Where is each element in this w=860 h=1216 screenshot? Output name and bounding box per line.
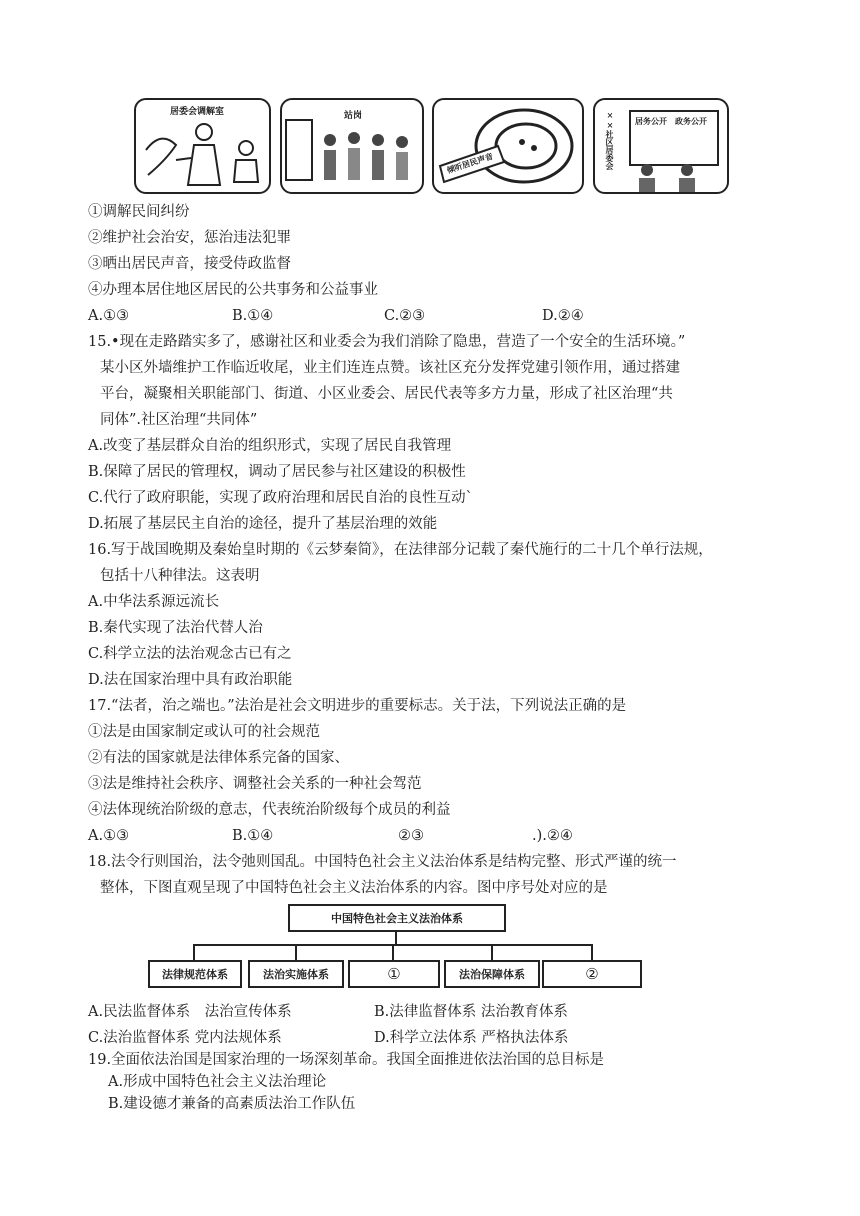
option-a[interactable]: A.①③ <box>88 308 130 324</box>
mediation-illustration <box>136 100 269 192</box>
q15-stem: 平台，凝聚相关职能部门、街道、小区业委会、居民代表等多方力量，形成了社区治理“共 <box>100 386 673 402</box>
q14-item: ③晒出居民声音，接受侍政监督 <box>88 256 291 272</box>
q18-stem: 18.法令行则国治，法令弛则国乱。中国特色社会主义法治体系是结构完整、形式严谨的统一 <box>88 854 677 870</box>
q17-item: ③法是维持社会秩序、调整社会关系的一种社会驾范 <box>88 776 422 792</box>
q14-item: ②维护社会治安，惩治违法犯罪 <box>88 230 291 246</box>
diagram-child-blank: ② <box>542 960 642 988</box>
q15-stem: 某小区外墙维护工作临近收尾，业主们连连点赞。该社区充分发挥党建引领作用，通过搭建 <box>100 360 680 376</box>
option-c[interactable]: ②③ <box>398 828 424 844</box>
q18-stem: 整体，下图直观呈现了中国特色社会主义法治体系的内容。图中序号处对应的是 <box>100 880 608 896</box>
q16-stem: 16.写于战国晚期及秦始皇时期的《云梦秦简》，在法律部分记载了秦代施行的二十几个单行法规， <box>88 542 713 558</box>
option-c[interactable]: C.法治监督体系 党内法规体系 <box>88 1030 282 1046</box>
diagram-child: 法治实施体系 <box>248 960 344 988</box>
panel-caption: 居委会调解室 <box>170 107 225 117</box>
connector <box>295 944 297 960</box>
q16-stem: 包括十八种律法。这表明 <box>100 568 260 584</box>
diagram-root: 中国特色社会主义法治体系 <box>288 904 506 932</box>
q15-option-b[interactable]: B.保障了居民的管理权，调动了居民参与社区建设的积极性 <box>88 464 466 480</box>
panel-caption: ××社区居委会 <box>605 110 615 170</box>
option-d[interactable]: .).②④ <box>532 828 573 844</box>
option-d[interactable]: D.②④ <box>542 308 584 324</box>
q17-item: ①法是由国家制定或认可的社会规范 <box>88 724 320 740</box>
legal-system-diagram <box>140 900 640 996</box>
q17-item: ②有法的国家就是法律体系完备的国家、 <box>88 750 349 766</box>
q17-stem: 17.“法者，治之端也。”法治是社会文明进步的重要标志。关于法，下列说法正确的是 <box>88 698 627 714</box>
q15-option-c[interactable]: C.代行了政府职能，实现了政府治理和居民自治的良性互动` <box>88 490 473 506</box>
diagram-child: 法治保障体系 <box>444 960 540 988</box>
q16-option-b[interactable]: B.秦代实现了法治代替人治 <box>88 620 263 636</box>
option-b[interactable]: B.①④ <box>232 828 274 844</box>
cartoon-panel-patrol <box>280 98 424 194</box>
q15-stem: 同体”.社区治理“共同体” <box>100 412 258 428</box>
option-b[interactable]: B.法律监督体系 法治教育体系 <box>374 1004 568 1020</box>
option-c[interactable]: C.②③ <box>384 308 426 324</box>
q19-option-a[interactable]: A.形成中国特色社会主义法治理论 <box>108 1074 327 1090</box>
panel-caption: 倾听居民声音 <box>445 150 495 176</box>
board-label: 政务公开 <box>675 116 707 126</box>
connector <box>395 930 397 944</box>
option-b[interactable]: B.①④ <box>232 308 274 324</box>
connector <box>591 944 593 960</box>
q14-item: ④办理本居住地区居民的公共事务和公益事业 <box>88 282 378 298</box>
option-d[interactable]: D.科学立法体系 严格执法体系 <box>374 1030 569 1046</box>
q19-stem: 19.全面依法治国是国家治理的一场深刻革命。我国全面推进依法治国的总目标是 <box>88 1052 605 1068</box>
connector <box>193 944 195 960</box>
cartoon-panel-notice-board <box>593 98 729 194</box>
connector <box>392 944 394 960</box>
q16-option-a[interactable]: A.中华法系源远流长 <box>88 594 220 610</box>
q14-item: ①调解民间纠纷 <box>88 204 190 220</box>
q15-option-a[interactable]: A.改变了基层群众自治的组织形式，实现了居民自我管理 <box>88 438 452 454</box>
option-a[interactable]: A.①③ <box>88 828 130 844</box>
cartoon-panel-mediation <box>134 98 271 194</box>
listen-illustration <box>434 100 582 192</box>
q17-item: ④法体现统治阶级的意志，代表统治阶级每个成员的利益 <box>88 802 451 818</box>
q15-option-d[interactable]: D.拓展了基层民主自治的途径，提升了基层治理的效能 <box>88 516 438 532</box>
diagram-child-blank: ① <box>348 960 440 988</box>
connector <box>491 944 493 960</box>
board-label: 居务公开 <box>635 116 667 126</box>
residents-illustration <box>595 100 727 192</box>
patrol-illustration <box>282 100 422 192</box>
q16-option-c[interactable]: C.科学立法的法治观念古已有之 <box>88 646 292 662</box>
q15-stem: 15.•现在走路踏实多了，感谢社区和业委会为我们消除了隐患，营造了一个安全的生活环境。” <box>88 334 686 350</box>
panel-caption: 站岗 <box>344 111 363 121</box>
q19-option-b[interactable]: B.建设德才兼备的高素质法治工作队伍 <box>108 1096 356 1112</box>
option-a[interactable]: A.民法监督体系 法治宣传体系 <box>88 1004 292 1020</box>
q16-option-d[interactable]: D.法在国家治理中具有政治职能 <box>88 672 293 688</box>
diagram-child: 法律规范体系 <box>148 960 242 988</box>
cartoon-panel-listen <box>432 98 584 194</box>
